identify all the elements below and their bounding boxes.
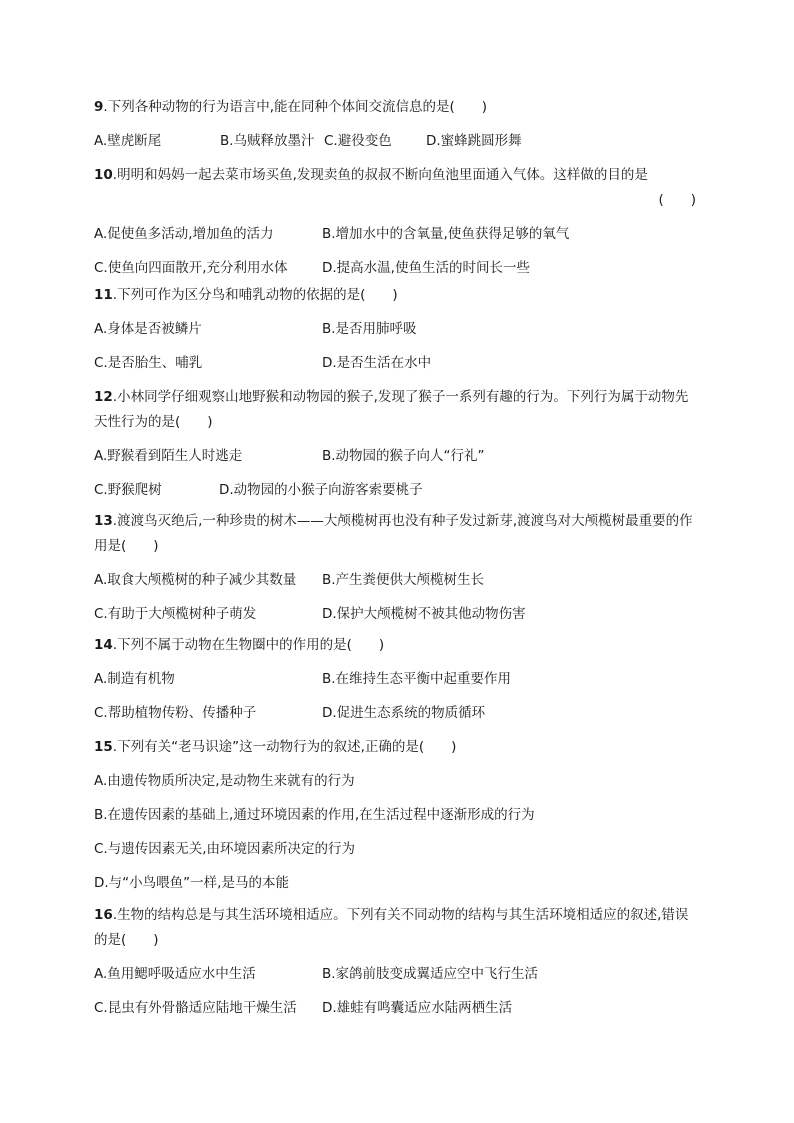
question-number: 12 bbox=[94, 389, 113, 405]
option-a: A.由遗传物质所决定,是动物生来就有的行为 bbox=[94, 773, 355, 789]
option-d: D.是否生活在水中 bbox=[322, 355, 432, 371]
options-row bbox=[94, 962, 700, 987]
option-c: C.使鱼向四面散开,充分利用水体 bbox=[94, 260, 288, 276]
question-number: 10 bbox=[94, 167, 113, 183]
options-row bbox=[94, 667, 700, 692]
question-13 bbox=[94, 509, 700, 627]
option-b: B.家鸽前肢变成翼适应空中飞行生活 bbox=[322, 966, 539, 982]
question-text: .渡渡鸟灭绝后,一种珍贵的树木——大颅榄树再也没有种子发过新芽,渡渡鸟对大颅榄树最重要的作用是( ) bbox=[94, 513, 693, 554]
option-a: A.壁虎断尾 bbox=[94, 133, 162, 149]
options-row bbox=[94, 222, 700, 247]
question-text: .下列不属于动物在生物圈中的作用的是( ) bbox=[112, 637, 385, 653]
options bbox=[94, 769, 700, 896]
options bbox=[94, 222, 700, 281]
options-row bbox=[94, 444, 700, 469]
options-row bbox=[94, 996, 700, 1021]
option-b: B.产生粪便供大颅榄树生长 bbox=[322, 572, 485, 588]
option-a: A.鱼用鳃呼吸适应水中生活 bbox=[94, 966, 256, 982]
option-a: A.取食大颅榄树的种子减少其数量 bbox=[94, 572, 297, 588]
option-d: D.与“小鸟喂鱼”一样,是马的本能 bbox=[94, 875, 289, 891]
option-d: D.蜜蜂跳圆形舞 bbox=[426, 133, 522, 149]
question-number: 9 bbox=[94, 99, 104, 115]
option-d: D.保护大颅榄树不被其他动物伤害 bbox=[322, 606, 526, 622]
option-d: D.动物园的小猴子向游客索要桃子 bbox=[219, 482, 423, 498]
option-c: C.野猴爬树 bbox=[94, 482, 162, 498]
option-c: C.帮助植物传粉、传播种子 bbox=[94, 705, 257, 721]
question-stem bbox=[94, 903, 700, 953]
options bbox=[94, 962, 700, 1021]
options-row bbox=[94, 129, 700, 154]
options-row bbox=[94, 837, 700, 862]
options bbox=[94, 568, 700, 627]
options-row bbox=[94, 478, 700, 503]
options-row bbox=[94, 602, 700, 627]
options bbox=[94, 317, 700, 376]
option-c: C.与遗传因素无关,由环境因素所决定的行为 bbox=[94, 841, 356, 857]
option-d: D.促进生态系统的物质循环 bbox=[322, 705, 486, 721]
options bbox=[94, 129, 700, 154]
option-b: B.在遗传因素的基础上,通过环境因素的作用,在生活过程中逐渐形成的行为 bbox=[94, 807, 535, 823]
options-row bbox=[94, 803, 700, 828]
options-row bbox=[94, 256, 700, 281]
question-stem bbox=[94, 385, 700, 435]
question-text: .生物的结构总是与其生活环境相适应。下列有关不同动物的结构与其生活环境相适应的叙述,错误的是( ) bbox=[94, 907, 689, 948]
question-stem bbox=[94, 735, 700, 760]
option-b: B.增加水中的含氧量,使鱼获得足够的氧气 bbox=[322, 226, 570, 242]
options bbox=[94, 667, 700, 726]
question-stem bbox=[94, 509, 700, 559]
option-c: C.避役变色 bbox=[324, 133, 392, 149]
question-text: .下列有关“老马识途”这一动物行为的叙述,正确的是( ) bbox=[112, 739, 457, 755]
question-12 bbox=[94, 385, 700, 503]
question-9 bbox=[94, 95, 700, 154]
options-row bbox=[94, 701, 700, 726]
option-a: A.促使鱼多活动,增加鱼的活力 bbox=[94, 226, 274, 242]
question-number: 14 bbox=[94, 637, 113, 653]
option-c: C.有助于大颅榄树种子萌发 bbox=[94, 606, 257, 622]
question-16 bbox=[94, 903, 700, 1021]
question-text: .小林同学仔细观察山地野猴和动物园的猴子,发现了猴子一系列有趣的行为。下列行为属于动物先天性行为的是( ) bbox=[94, 389, 689, 430]
question-number: 11 bbox=[94, 287, 113, 303]
option-d: D.雄蛙有鸣囊适应水陆两栖生活 bbox=[322, 1000, 513, 1016]
option-b: B.动物园的猴子向人“行礼” bbox=[322, 448, 485, 464]
question-stem bbox=[94, 633, 700, 658]
question-text: .下列可作为区分鸟和哺乳动物的依据的是( ) bbox=[112, 287, 398, 303]
answer-parentheses: ( ) bbox=[658, 192, 696, 208]
question-number: 15 bbox=[94, 739, 113, 755]
question-stem bbox=[94, 95, 700, 120]
question-text: .明明和妈妈一起去菜市场买鱼,发现卖鱼的叔叔不断向鱼池里面通入气体。这样做的目的是 bbox=[112, 167, 648, 183]
options bbox=[94, 444, 700, 503]
options-row bbox=[94, 568, 700, 593]
option-c: C.昆虫有外骨骼适应陆地干燥生活 bbox=[94, 1000, 297, 1016]
option-b: B.是否用肺呼吸 bbox=[322, 321, 417, 337]
option-c: C.是否胎生、哺乳 bbox=[94, 355, 203, 371]
question-11 bbox=[94, 283, 700, 376]
question-text: .下列各种动物的行为语言中,能在同种个体间交流信息的是( ) bbox=[103, 99, 488, 115]
option-d: D.提高水温,使鱼生活的时间长一些 bbox=[322, 260, 530, 276]
options-row bbox=[94, 317, 700, 342]
options-row bbox=[94, 351, 700, 376]
option-a: A.身体是否被鳞片 bbox=[94, 321, 202, 337]
option-b: B.在维持生态平衡中起重要作用 bbox=[322, 671, 512, 687]
question-10 bbox=[94, 163, 700, 281]
question-stem bbox=[94, 283, 700, 308]
question-15 bbox=[94, 735, 700, 896]
question-stem bbox=[94, 163, 700, 188]
option-b: B.乌贼释放墨汁 bbox=[220, 133, 315, 149]
question-14 bbox=[94, 633, 700, 726]
option-a: A.野猴看到陌生人时逃走 bbox=[94, 448, 243, 464]
options-row bbox=[94, 769, 700, 794]
option-a: A.制造有机物 bbox=[94, 671, 175, 687]
question-number: 16 bbox=[94, 907, 113, 923]
question-number: 13 bbox=[94, 513, 113, 529]
options-row bbox=[94, 871, 700, 896]
